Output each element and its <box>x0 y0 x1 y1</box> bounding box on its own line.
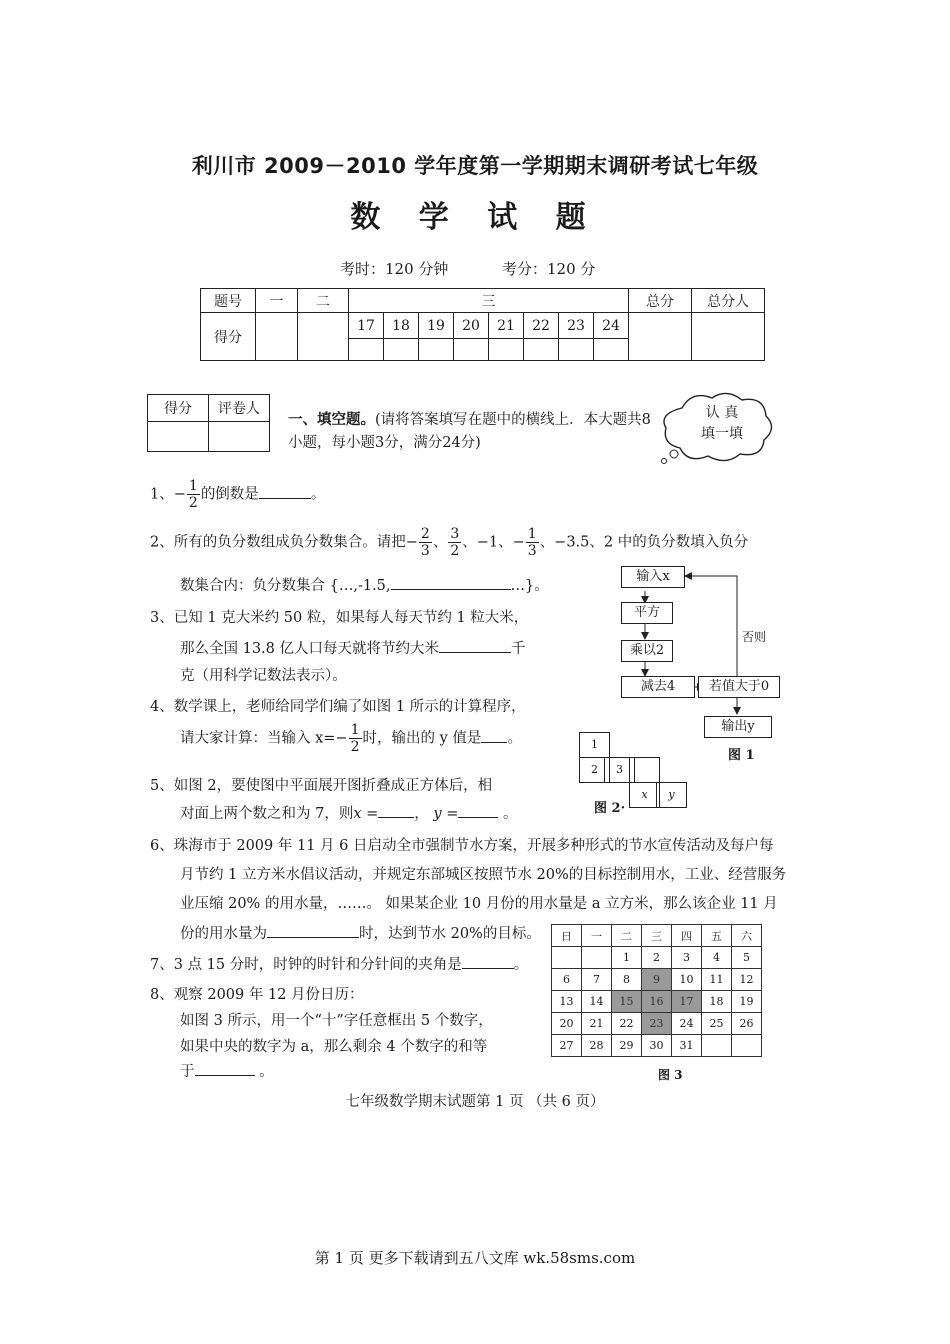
score-cell[interactable] <box>524 339 559 361</box>
cal-day <box>732 1035 762 1057</box>
question-5-line2 <box>180 802 517 823</box>
cal-day: 27 <box>552 1035 582 1057</box>
cal-day-highlighted: 9 <box>642 969 672 991</box>
question-7 <box>150 953 528 974</box>
calendar-table <box>551 924 762 1057</box>
q-num: 23 <box>559 313 594 339</box>
cal-day-highlighted: 15 <box>612 991 642 1013</box>
q8-answer-blank[interactable] <box>195 1061 255 1076</box>
figure2-caption: 图 2· <box>594 801 626 816</box>
q5-x-blank[interactable] <box>378 803 414 818</box>
q2-sep: 、 <box>432 534 448 551</box>
q4-line1: 数学课上，老师给同学们编了如图 1 所示的计算程序， <box>173 699 526 715</box>
q2-f2-denominator: 2 <box>450 543 460 559</box>
flow-square-box: 平方 <box>621 602 673 624</box>
q1-fraction <box>187 478 200 511</box>
grader-name-label: 评卷人 <box>209 395 270 422</box>
q8-line1: 观察 2009 年 12 月份日历： <box>173 987 364 1003</box>
cloud-line2: 填一填 <box>701 426 743 442</box>
flow-condition-box: 若值大于0 <box>698 676 780 698</box>
q2-f1-numerator: 2 <box>420 526 430 542</box>
q7-answer-blank[interactable] <box>462 954 514 969</box>
q2-fraction-1 <box>419 526 432 559</box>
cal-day-highlighted: 16 <box>642 991 672 1013</box>
flow-input-box: 输入x <box>621 566 685 588</box>
score-cell-one[interactable] <box>256 313 298 361</box>
cal-day: 5 <box>732 947 762 969</box>
page-footer: 七年级数学期末试题第 1 页 （共 6 页） <box>345 1094 605 1110</box>
q4-num: 4、 <box>150 699 174 715</box>
h-total: 总分 <box>629 289 692 313</box>
h-tihao: 题号 <box>201 289 256 313</box>
cal-day: 12 <box>732 969 762 991</box>
cal-day: 6 <box>552 969 582 991</box>
q-num: 22 <box>524 313 559 339</box>
question-3 <box>150 606 528 627</box>
q7-text: 3 点 15 分时，时钟的时针和分针间的夹角是 <box>173 957 462 973</box>
net-cell-2: 2 <box>579 757 610 783</box>
question-3-line3: 克（用科学记数法表示）。 <box>180 668 347 684</box>
q5-x: x = <box>353 806 379 822</box>
q1-num: 1、 <box>150 486 174 503</box>
cal-day: 11 <box>702 969 732 991</box>
cal-day: 21 <box>582 1013 612 1035</box>
row-label: 得分 <box>201 313 256 361</box>
q2-fraction-3 <box>526 526 539 559</box>
score-cell[interactable] <box>489 339 524 361</box>
flow-else-label: 否则 <box>742 630 767 644</box>
exam-title: 利川市 2009－2010 学年度第一学期期末调研考试七年级 <box>191 154 759 178</box>
q5-end: 。 <box>502 806 518 822</box>
question-8-line2: 如图 3 所示，用一个“十”字任意框出 5 个数字， <box>180 1013 493 1029</box>
cal-day: 8 <box>612 969 642 991</box>
q2-num: 2、 <box>150 534 174 551</box>
q8-num: 8、 <box>150 987 174 1003</box>
cal-day: 2 <box>642 947 672 969</box>
q4-answer-blank[interactable] <box>481 728 507 743</box>
cal-day: 4 <box>702 947 732 969</box>
q5-comma: ， <box>414 806 429 822</box>
q6-line1: 珠海市于 2009 年 11 月 6 日启动全市强制节水方案，开展多种形式的节水宣传活动及每户每 <box>173 838 774 854</box>
figure1-caption: 图 1 <box>728 748 755 763</box>
net-cell-3: 3 <box>604 757 635 783</box>
cal-header: 二 <box>612 925 642 947</box>
figure3-caption: 图 3 <box>658 1068 683 1082</box>
cal-day: 10 <box>672 969 702 991</box>
q3-answer-blank[interactable] <box>439 638 511 653</box>
section1-instructions2: 小题，每小题3分，满分24分) <box>288 435 481 451</box>
cal-day: 3 <box>672 947 702 969</box>
h-one: 一 <box>256 289 298 313</box>
section1-instructions: (请将答案填写在题中的横线上．本大题共8 <box>375 412 651 428</box>
cal-day: 28 <box>582 1035 612 1057</box>
q4-end: 。 <box>507 730 522 747</box>
q2-tail: 、−3.5、2 中的负分数填入负分 <box>539 534 749 551</box>
question-8-line3: 如果中央的数字为 a，那么剩余 4 个数字的和等 <box>180 1039 488 1055</box>
q-num: 17 <box>349 313 384 339</box>
q8-line4: 于 <box>180 1064 195 1080</box>
q6-line4a: 份的用水量为 <box>180 926 267 942</box>
q1-numerator: 1 <box>188 478 198 494</box>
question-6-line2: 月节约 1 立方米水倡议活动，并规定东部城区按照节水 20%的目标控制用水，工业、经营服务 <box>180 867 787 883</box>
h-three: 三 <box>349 289 629 313</box>
q6-num: 6、 <box>150 838 174 854</box>
cloud-line1: 认 真 <box>705 405 739 421</box>
q2-line2: 数集合内：负分数集合 {…,-1.5, <box>180 578 391 594</box>
q-num: 20 <box>454 313 489 339</box>
q1-end: 。 <box>310 486 326 503</box>
question-2: 2、所有的负分数组成负分数集合。请把− $\frac{2}{3}$ 、 $\frac{3}{2}$ 、−1、− $\frac{1}{3}$ 、−3.5、2 中的负分数填入负分 <box>150 526 749 559</box>
q1-denominator: 2 <box>188 495 198 511</box>
q4-line2b: 时，输出的 y 值是 <box>362 730 482 747</box>
q7-end: 。 <box>513 957 529 973</box>
q4-fraction <box>349 722 362 755</box>
net-cell-1: 1 <box>579 732 610 758</box>
section1-heading: 一、填空题。 <box>288 411 375 428</box>
q8-end: 。 <box>259 1064 274 1080</box>
grader-table <box>147 394 270 452</box>
cal-day: 1 <box>612 947 642 969</box>
score-cell-two[interactable] <box>298 313 349 361</box>
q4-line2a: 请大家计算：当输入 x=− <box>180 730 348 747</box>
cal-day: 20 <box>552 1013 582 1035</box>
score-cell-totaler[interactable] <box>692 313 765 361</box>
question-6-line3: 业压缩 20% 的用水量，……。 如果某企业 10 月份的用水量是 a 立方米，那么该企业 11 月 <box>180 896 778 912</box>
cal-day: 29 <box>612 1035 642 1057</box>
cal-day: 18 <box>702 991 732 1013</box>
q6-line4b: 时，达到节水 20%的目标。 <box>359 926 541 942</box>
q2-f3-numerator: 1 <box>527 526 537 542</box>
section1-heading-line <box>288 408 651 429</box>
cal-day-highlighted: 23 <box>642 1013 672 1035</box>
cal-day <box>702 1035 732 1057</box>
question-1 <box>150 478 325 511</box>
score-cell[interactable] <box>559 339 594 361</box>
cal-day: 19 <box>732 991 762 1013</box>
q4-denominator: 2 <box>350 739 360 755</box>
q3-num: 3、 <box>150 610 174 626</box>
cal-day: 25 <box>702 1013 732 1035</box>
question-3-line2 <box>180 637 526 658</box>
exam-time: 考时：120 分钟 <box>340 260 449 278</box>
q5-line1: 如图 2，要使图中平面展开图折叠成正方体后，相 <box>173 778 493 794</box>
score-cell-total[interactable] <box>629 313 692 361</box>
flow-output-box: 输出y <box>704 716 772 738</box>
score-cell[interactable] <box>349 339 384 361</box>
q1-answer-blank[interactable] <box>259 484 311 499</box>
q1-minus: − <box>173 486 186 503</box>
q2-text-a: 所有的负分数组成负分数集合。请把 <box>173 534 406 551</box>
q1-text: 的倒数是 <box>200 486 259 503</box>
score-table <box>200 288 765 361</box>
q-num: 18 <box>384 313 419 339</box>
cal-day: 24 <box>672 1013 702 1035</box>
score-cell[interactable] <box>454 339 489 361</box>
score-cell[interactable] <box>384 339 419 361</box>
question-8-line4 <box>180 1060 274 1081</box>
q5-line2a: 对面上两个数之和为 7，则 <box>180 806 354 822</box>
q2-f2-numerator: 3 <box>450 526 460 542</box>
q2-f1-denominator: 3 <box>420 543 430 559</box>
net-cell-y: y <box>656 782 687 808</box>
q7-num: 7、 <box>150 957 174 973</box>
net-cell-empty <box>629 757 660 782</box>
grader-score-label: 得分 <box>148 395 209 422</box>
cal-day: 30 <box>642 1035 672 1057</box>
cal-day: 13 <box>552 991 582 1013</box>
q-num: 21 <box>489 313 524 339</box>
cal-day: 7 <box>582 969 612 991</box>
score-cell[interactable] <box>594 339 629 361</box>
q3-unit: 千 <box>511 641 526 657</box>
question-6 <box>150 834 773 855</box>
score-cell[interactable] <box>419 339 454 361</box>
question-2-line2 <box>180 574 549 595</box>
subject-title: 数 学 试 题 <box>350 200 600 235</box>
q5-num: 5、 <box>150 778 174 794</box>
grader-name-cell[interactable] <box>209 422 270 452</box>
question-4-line2 <box>180 722 522 755</box>
cal-header: 日 <box>552 925 582 947</box>
q3-line1: 已知 1 克大米约 50 粒，如果每人每天节约 1 粒大米， <box>173 610 529 626</box>
q6-answer-blank[interactable] <box>267 923 359 938</box>
flow-times2-box: 乘以2 <box>621 640 673 662</box>
cal-day: 26 <box>732 1013 762 1035</box>
exam-score: 考分：120 分 <box>502 260 596 278</box>
q5-y: y = <box>433 806 459 822</box>
cal-header: 五 <box>702 925 732 947</box>
cal-day-highlighted: 17 <box>672 991 702 1013</box>
cal-header: 一 <box>582 925 612 947</box>
q-num: 24 <box>594 313 629 339</box>
question-8 <box>150 983 364 1004</box>
q2-line2-end: …}。 <box>510 578 549 594</box>
cal-header: 六 <box>732 925 762 947</box>
q2-answer-blank[interactable] <box>391 575 511 590</box>
q2-fraction-2 <box>448 526 461 559</box>
cal-day: 14 <box>582 991 612 1013</box>
q2-f3-denominator: 3 <box>527 543 537 559</box>
net-cell-x: x <box>629 782 660 808</box>
q5-y-blank[interactable] <box>458 803 498 818</box>
cal-day <box>552 947 582 969</box>
cal-day <box>582 947 612 969</box>
question-5 <box>150 774 492 795</box>
q-num: 19 <box>419 313 454 339</box>
q4-numerator: 1 <box>350 722 360 738</box>
cal-header: 三 <box>642 925 672 947</box>
grader-score-cell[interactable] <box>148 422 209 452</box>
h-two: 二 <box>298 289 349 313</box>
cal-day: 22 <box>612 1013 642 1035</box>
q2-mid: 、−1、 <box>462 534 513 551</box>
cal-day: 31 <box>672 1035 702 1057</box>
question-4 <box>150 695 526 716</box>
q3-line2: 那么全国 13.8 亿人口每天就将节约大米 <box>180 641 440 657</box>
cal-header: 四 <box>672 925 702 947</box>
site-footer[interactable]: 第 1 页 更多下载请到五八文库 wk.58sms.com <box>314 1249 636 1267</box>
flow-minus4-box: 减去4 <box>621 676 695 698</box>
h-totaler: 总分人 <box>692 289 765 313</box>
question-6-line4 <box>180 922 541 943</box>
